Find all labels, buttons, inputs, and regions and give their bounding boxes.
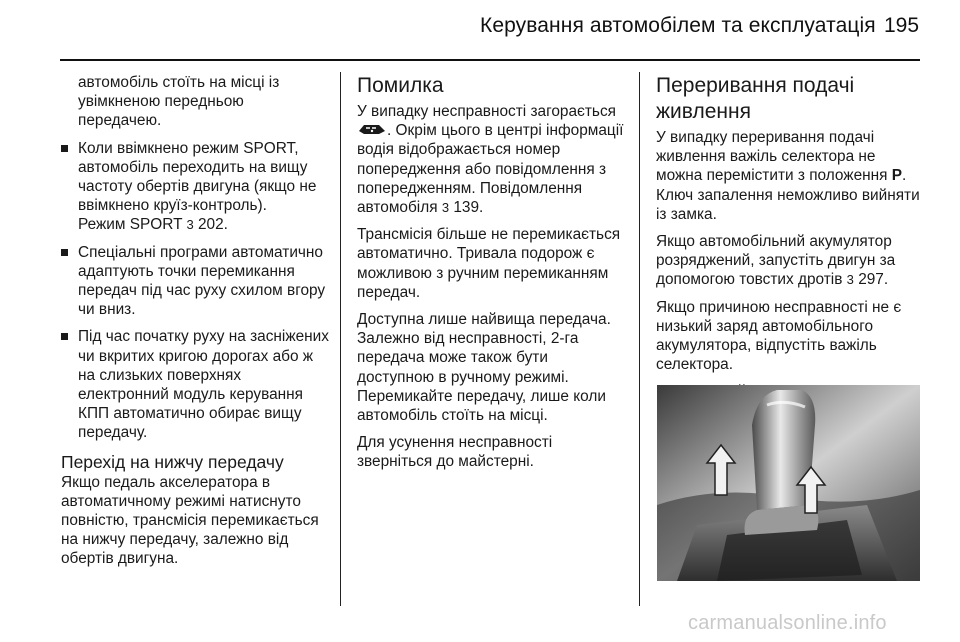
xref-arrow-icon: 3 [846, 272, 854, 288]
section-heading-power-interruption: Переривання подачі живлення [656, 74, 855, 123]
position-p-label: P [891, 167, 903, 185]
page-header [0, 0, 960, 62]
bullet-square-icon [61, 333, 68, 340]
page-number: 195 [884, 14, 920, 37]
fault-paragraph-3: Доступна лише найвища передача. Залежно від несправності, 2-га передача може також бути доступною в ручному режимі. Перемикайте передачу, лише коли автомобіль стоїть на місці. [357, 311, 611, 425]
column-2 [357, 73, 625, 480]
fault-paragraph-1: У випадку несправності загорається . Окрім цього в центрі інформації водія відображається номер попередження або повідомлення з попередженням. Повідомлення автомобіля 3 139. [357, 103, 624, 217]
continuation-text: автомобіль стоїть на місці із увімкненою передньою передачею. [78, 74, 280, 130]
list-item [61, 139, 331, 235]
xref-page[interactable]: 139. [453, 199, 484, 217]
list-item [61, 327, 331, 442]
header-title: Керування автомобілем та експлуатація [480, 14, 876, 37]
xref-arrow-icon: 3 [441, 200, 450, 216]
xref-arrow-icon: 3 [186, 217, 194, 233]
bullet-square-icon [61, 145, 68, 152]
column-divider-2 [639, 72, 640, 606]
fault-paragraph-4: Для усунення несправності зверніться до майстерні. [357, 434, 553, 471]
bullet-text: Під час початку руху на засніжених чи вкритих кригою дорогах або ж на слизьких поверхнях електронний модуль керування КПП автоматично обирає вищу передачу. [78, 328, 329, 442]
xref-label: Режим SPORT [78, 216, 183, 234]
gear-selector-illustration [657, 385, 920, 581]
kickdown-paragraph: Якщо педаль акселератора в автоматичному режимі натиснуто повністю, трансмісія перемикається на нижчу передачу, залежно від обертів двигуна. [61, 473, 319, 568]
column-1 [61, 73, 331, 577]
power-paragraph-2: Якщо автомобільний акумулятор розряджений, запустіть двигун за допомогою товстих дротів 3 297. [656, 233, 896, 289]
power-paragraph-3: Якщо причиною несправності не є низький заряд автомобільного акумулятора, відпустіть важіль селектора. [656, 298, 902, 374]
header-divider [60, 59, 920, 61]
section-heading-fault: Помилка [357, 74, 444, 97]
watermark: carmanualsonline.info [688, 612, 887, 634]
section-heading-kickdown: Перехід на нижчу передачу [61, 451, 284, 472]
column-divider-1 [340, 72, 341, 606]
power-paragraph-1: У випадку переривання подачі живлення важіль селектора не можна перемістити з положення P. Ключ запалення неможливо вийняти із замка. [656, 129, 920, 223]
xref-page[interactable]: 297. [858, 271, 889, 289]
bullet-list [61, 139, 331, 443]
bullet-text: Спеціальні програми автоматично адаптують точки перемикання передач під час руху схилом вгору чи вниз. [78, 243, 326, 319]
gearbox-warning-icon [357, 122, 387, 136]
bullet-text: Коли ввімкнено режим SPORT, автомобіль переходить на вищу частоту обертів двигуна (якщо не ввімкнено круїз-контроль). [78, 139, 317, 215]
xref-page[interactable]: 202. [197, 216, 228, 234]
list-item [61, 243, 331, 320]
fault-paragraph-2: Трансмісія більше не перемикається автоматично. Тривала подорож є можливою з ручним перемиканням передач. [357, 226, 621, 301]
bullet-square-icon [61, 249, 68, 256]
column-3 [656, 73, 926, 402]
gear-lever-image [657, 385, 920, 581]
